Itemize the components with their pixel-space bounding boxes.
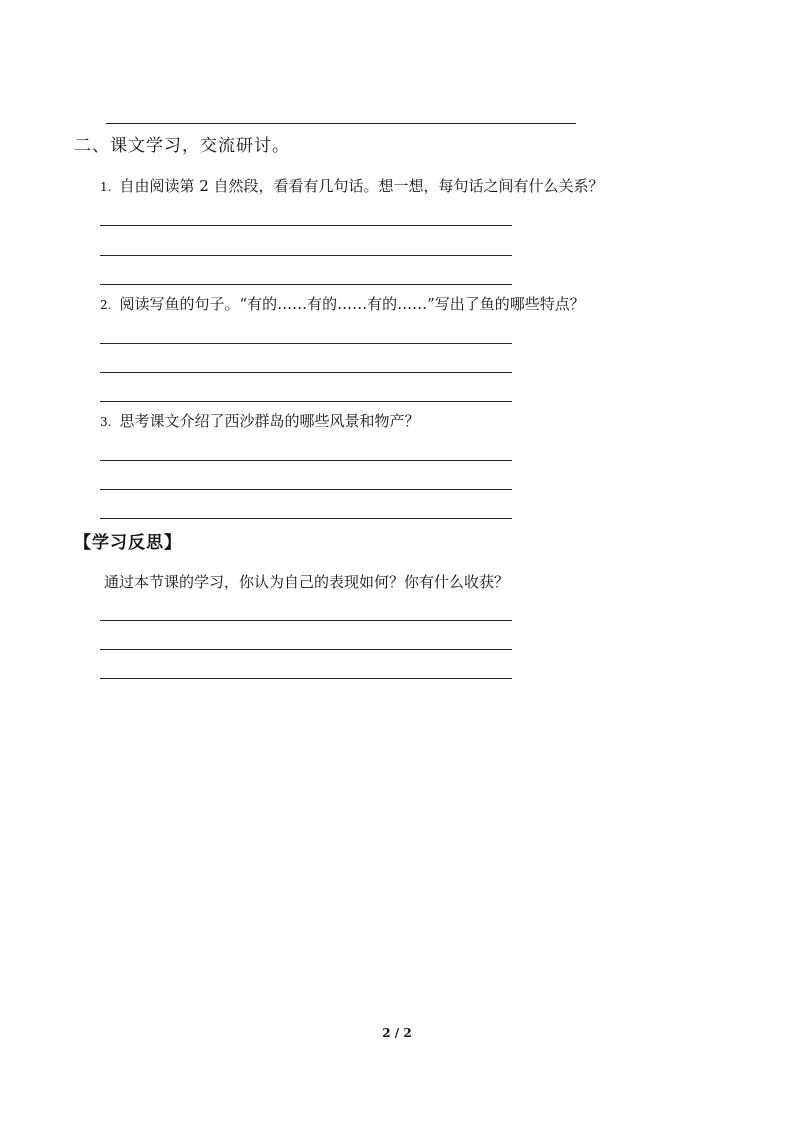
section-title: 二、课文学习，交流研讨。 [74,136,290,156]
reflection-title: 【学习反思】 [74,533,182,553]
answer-line [100,401,512,402]
question-2 [100,297,585,312]
answer-line [100,678,512,679]
answer-line [100,372,512,373]
question-number: 1. [100,180,112,194]
answer-line [100,225,512,226]
question-number: 2. [100,298,112,312]
page-number: 2 / 2 [382,1026,412,1040]
question-text: 自由阅读第 2 自然段，看看有几句话。想一想，每句话之间有什么关系？ [119,177,604,195]
answer-line [106,123,576,124]
question-text: 阅读写鱼的句子。“有的……有的……有的……”写出了鱼的哪些特点？ [119,295,585,313]
answer-line [100,343,512,344]
question-number: 3. [100,415,112,429]
question-text: 思考课文介绍了西沙群岛的哪些风景和物产？ [119,412,420,430]
question-3 [100,414,419,429]
answer-line [100,620,512,621]
question-1 [100,179,604,194]
answer-line [100,460,512,461]
answer-line [100,255,512,256]
answer-line [100,649,512,650]
answer-line [100,284,512,285]
answer-line [100,518,512,519]
reflection-prompt: 通过本节课的学习，你认为自己的表现如何？你有什么收获？ [104,573,510,591]
answer-line [100,489,512,490]
